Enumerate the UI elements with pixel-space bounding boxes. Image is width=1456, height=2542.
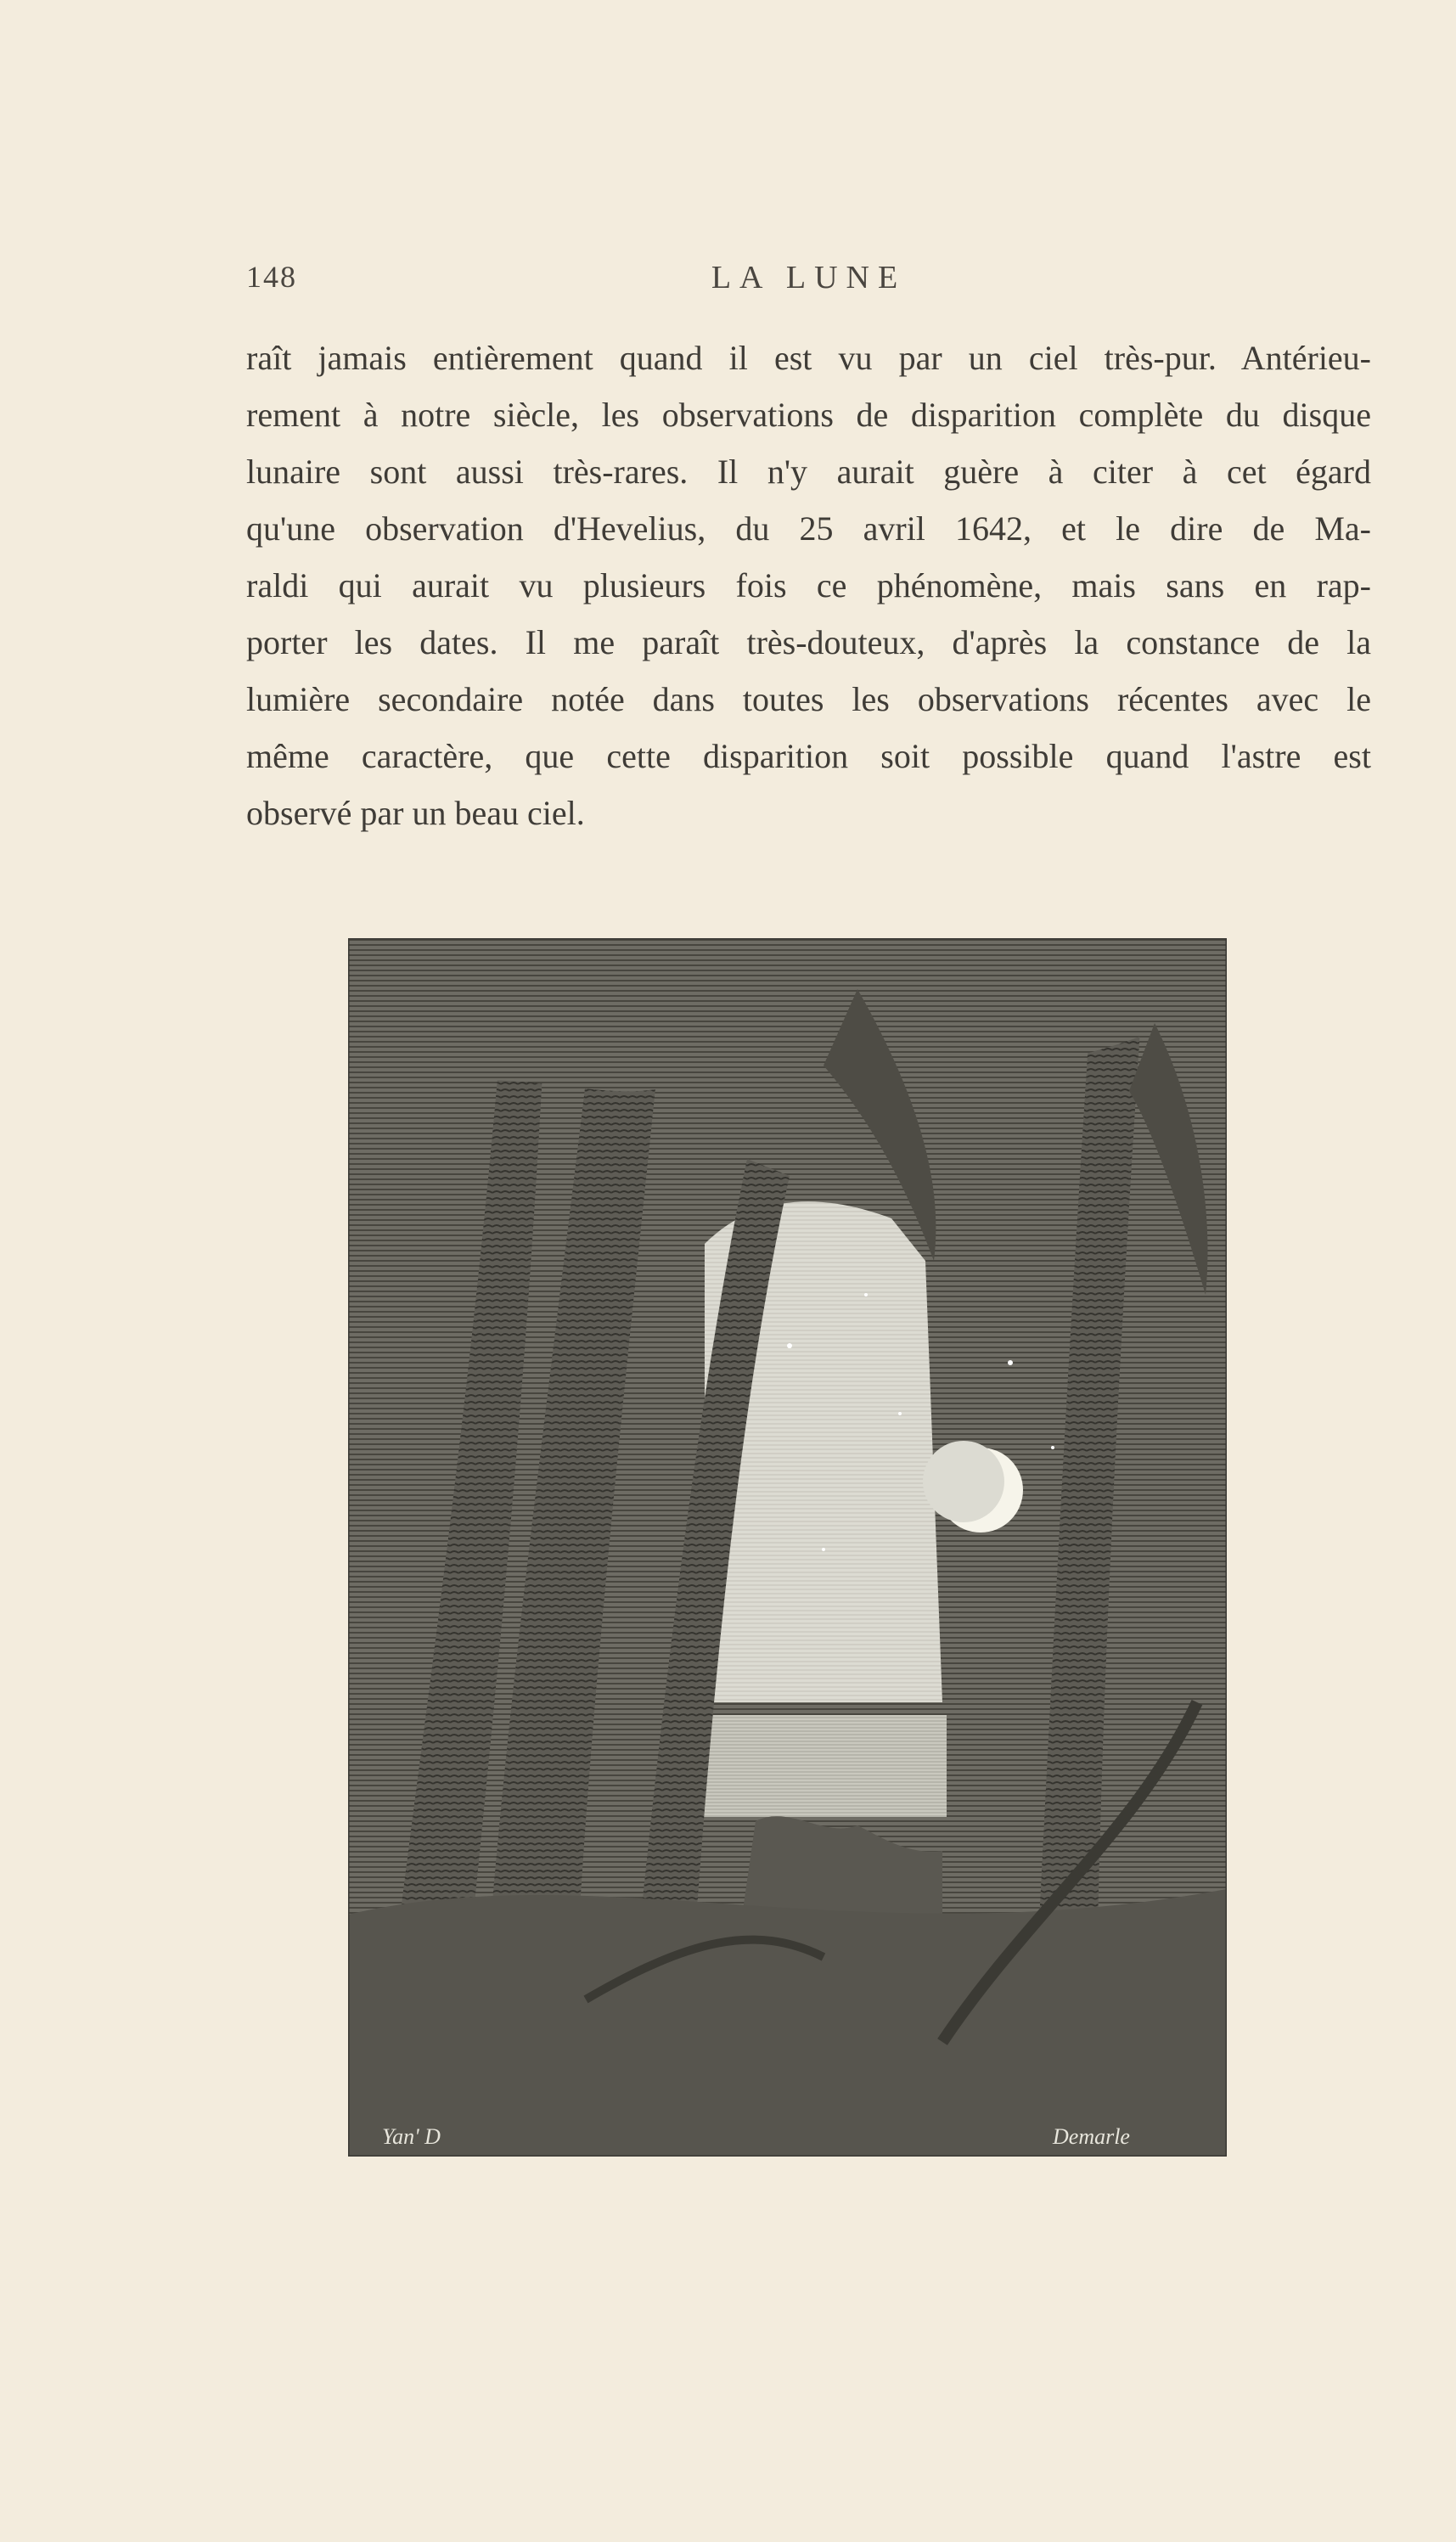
text-line: rement à notre siècle, les observations de disparition complète du disque [246,396,1371,434]
body-text [246,329,1371,841]
text-line: lunaire sont aussi très-rares. Il n'y aurait guère à citer à cet égard [246,453,1371,491]
engraver-signature-left: Yan' D [382,2124,441,2149]
text-line: porter les dates. Il me paraît très-douteux, d'après la constance de la [246,623,1371,661]
page-header [246,259,1371,301]
text-line: raît jamais entièrement quand il est vu par un ciel très-pur. Antérieu- [246,339,1371,377]
text-line: qu'une observation d'Hevelius, du 25 avril 1642, et le dire de Ma- [246,509,1371,548]
engraving-illustration [348,938,1227,2157]
page-number: 148 [246,260,297,294]
moonlit-jungle-engraving [348,938,1227,2157]
text-line: observé par un beau ciel. [246,794,585,832]
text-line: même caractère, que cette disparition soit possible quand l'astre est [246,737,1371,775]
text-line: lumière secondaire notée dans toutes les observations récentes avec le [246,680,1371,718]
engraver-signature-right: Demarle [1053,2124,1130,2149]
running-head: LA LUNE [711,260,907,295]
text-line: raldi qui aurait vu plusieurs fois ce phénomène, mais sans en rap- [246,566,1371,605]
